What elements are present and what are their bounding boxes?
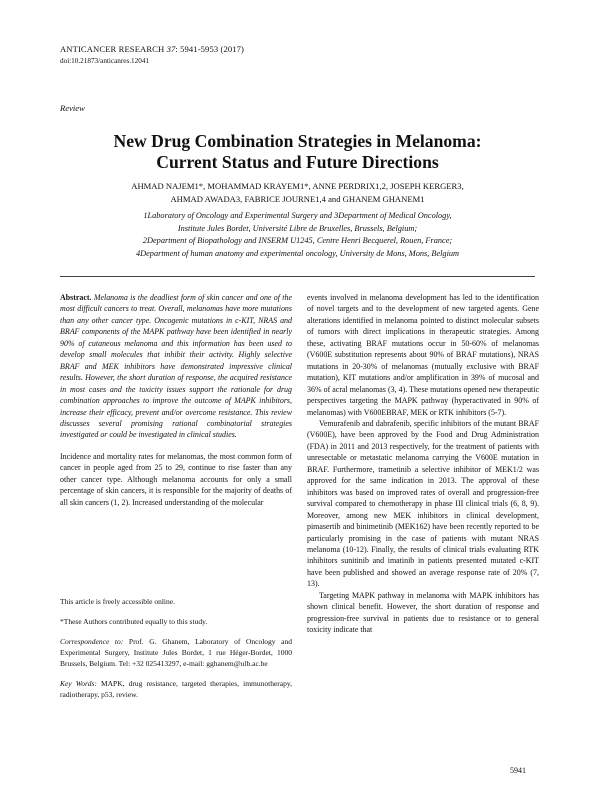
keywords-note: [60, 678, 292, 700]
divider: [60, 276, 535, 277]
correspondence-label: Correspondence to:: [60, 637, 124, 646]
right-paragraph-1: events involved in melanoma development has led to the identification of novel targets and to the development of new targeted agents. Gene alterations identified in melanoma pointed to distinct molecular subsets of tumors with direct implications in therapeutic strategies. Among these, activating BRAF mutations occur in 50-60% of melanomas (V600E substitution represents about 90% of BRAF mutations), NRAS mutations in 20-30% of melanomas (mutually exclusive with BRAF mutation), KIT mutations and/or amplification in 39% of mucosal and 36% of acral melanomas (3, 4). These mutations opened new therapeutic perspectives targeting the MAPK pathway (hyperactivated in 90% of melanomas) with V600EBRAF, MEK or RTK inhibitors (5-7).: [307, 293, 539, 417]
correspondence-text: Prof. G. Ghanem, Laboratory of Oncology and Experimental Surgery, Institute Jules Bordet, 1 rue Héger-Bordet, 1000 Brussels, Belgium. Tel: +32 025413297, e-mail: gghanem@ulb.ac.be: [60, 637, 292, 668]
footnotes: [60, 596, 292, 700]
abstract-label: Abstract.: [60, 293, 92, 302]
open-access-note: This article is freely accessible online.: [60, 597, 175, 606]
abstract-text: Melanoma is the deadliest form of skin cancer and one of the most difficult cancers to treat. Overall, melanomas have more mutations than any other cancer type. Oncogenic mutations in c-KIT, NRAS and BRAF components of the MAPK pathway have been identified in nearly 90% of cutaneous melanoma and this information has been used to develop small molecules that inhibit their activity. Highly selective BRAF and MEK inhibitors have demonstrated impressive clinical results. However, the short duration of response, the acquired resistance in most cases and the toxicity issues support the rationale for drug combination approaches to improve the outcome of MAPK inhibitors, increase their efficacy, prevent and/or overcome resistance. This review discusses several promising rational combinatorial strategies investigated or could be investigated in clinical studies.: [60, 293, 292, 440]
authors-line-1: AHMAD NAJEM1*, MOHAMMAD KRAYEM1*, ANNE PERDRIX1,2, JOSEPH KERGER3,: [131, 181, 464, 191]
abstract: [60, 292, 292, 441]
left-column: [60, 292, 292, 508]
journal-name: ANTICANCER RESEARCH: [60, 44, 165, 54]
article-title: [60, 131, 535, 173]
keywords-text: MAPK, drug resistance, targeted therapies, immunotherapy, radiotherapy, p53, review.: [60, 679, 293, 699]
intro-paragraph: Incidence and mortality rates for melanomas, the most common form of cancer in people aged from 25 to 29, continue to rise faster than any other cancer type. Although melanoma accounts for only a small percentage of skin cancers, it is responsible for the majority of deaths of all skin cancers (1, 2). Increased understanding of the molecular: [60, 451, 292, 507]
keywords-label: Key Words:: [60, 679, 97, 688]
affiliation-4: 4Department of human anatomy and experimental oncology, University de Mons, Mons, Belgium: [135, 248, 460, 258]
journal-pages: : 5941-5953 (2017): [175, 44, 245, 54]
authors-line-2: AHMAD AWADA3, FABRICE JOURNE1,4 and GHANEM GHANEM1: [170, 193, 425, 204]
journal-volume: 37: [166, 44, 176, 54]
doi: doi:10.21873/anticanres.12041: [60, 57, 150, 65]
affiliations: [60, 210, 535, 260]
affiliation-1: 1Laboratory of Oncology and Experimental Surgery and 3Department of Medical Oncology,: [143, 211, 452, 220]
equal-contribution-note: *These Authors contributed equally to this study.: [60, 617, 208, 626]
affiliation-2: Institute Jules Bordet, Université Libre de Bruxelles, Brussels, Belgium;: [177, 223, 418, 233]
author-list: [60, 180, 535, 205]
title-line-2: Current Status and Future Directions: [156, 152, 439, 172]
journal-header: [60, 44, 244, 54]
title-line-1: New Drug Combination Strategies in Melanoma:: [113, 131, 482, 151]
correspondence-note: [60, 636, 292, 669]
right-column: [307, 292, 539, 636]
right-paragraph-3: Targeting MAPK pathway in melanoma with MAPK inhibitors has shown clinical benefit. However, the short duration of response and progression-free survival in patients due to resistance or to general toxicity indicate that: [307, 590, 539, 635]
right-paragraph-2: Vemurafenib and dabrafenib, specific inhibitors of the mutant BRAF (V600E), have been approved by the Food and Drug Administration (FDA) in 2011 and 2013 respectively, for the treatment of patients with unresectable or metastatic melanoma carrying the V600E mutation in BRAF. Furthermore, trametinib a selective inhibitor of MEK1/2 was approved for the same indication in 2013. The approval of these inhibitors was based on improved rates of overall and progression-free survival compared to chemotherapy in phase III clinical trials (6, 8, 9). Moreover, among new MEK inhibitors in clinical development, pimasertib and binimetinib (MEK162) have been recently reported to be particularly promising in the case of patients with mutant NRAS melanoma (10-12). Finally, the results of clinical trials evaluating RTK inhibitors sunitinib and imatinib in patients presented mutated c-KIT have been published and showed an average response rate of 20% (7, 13).: [307, 418, 539, 589]
page-number: 5941: [510, 766, 526, 775]
section-label: Review: [60, 103, 85, 113]
affiliation-3: 2Department of Biopathology and INSERM U1245, Centre Henri Becquerel, Rouen, France;: [142, 236, 453, 245]
